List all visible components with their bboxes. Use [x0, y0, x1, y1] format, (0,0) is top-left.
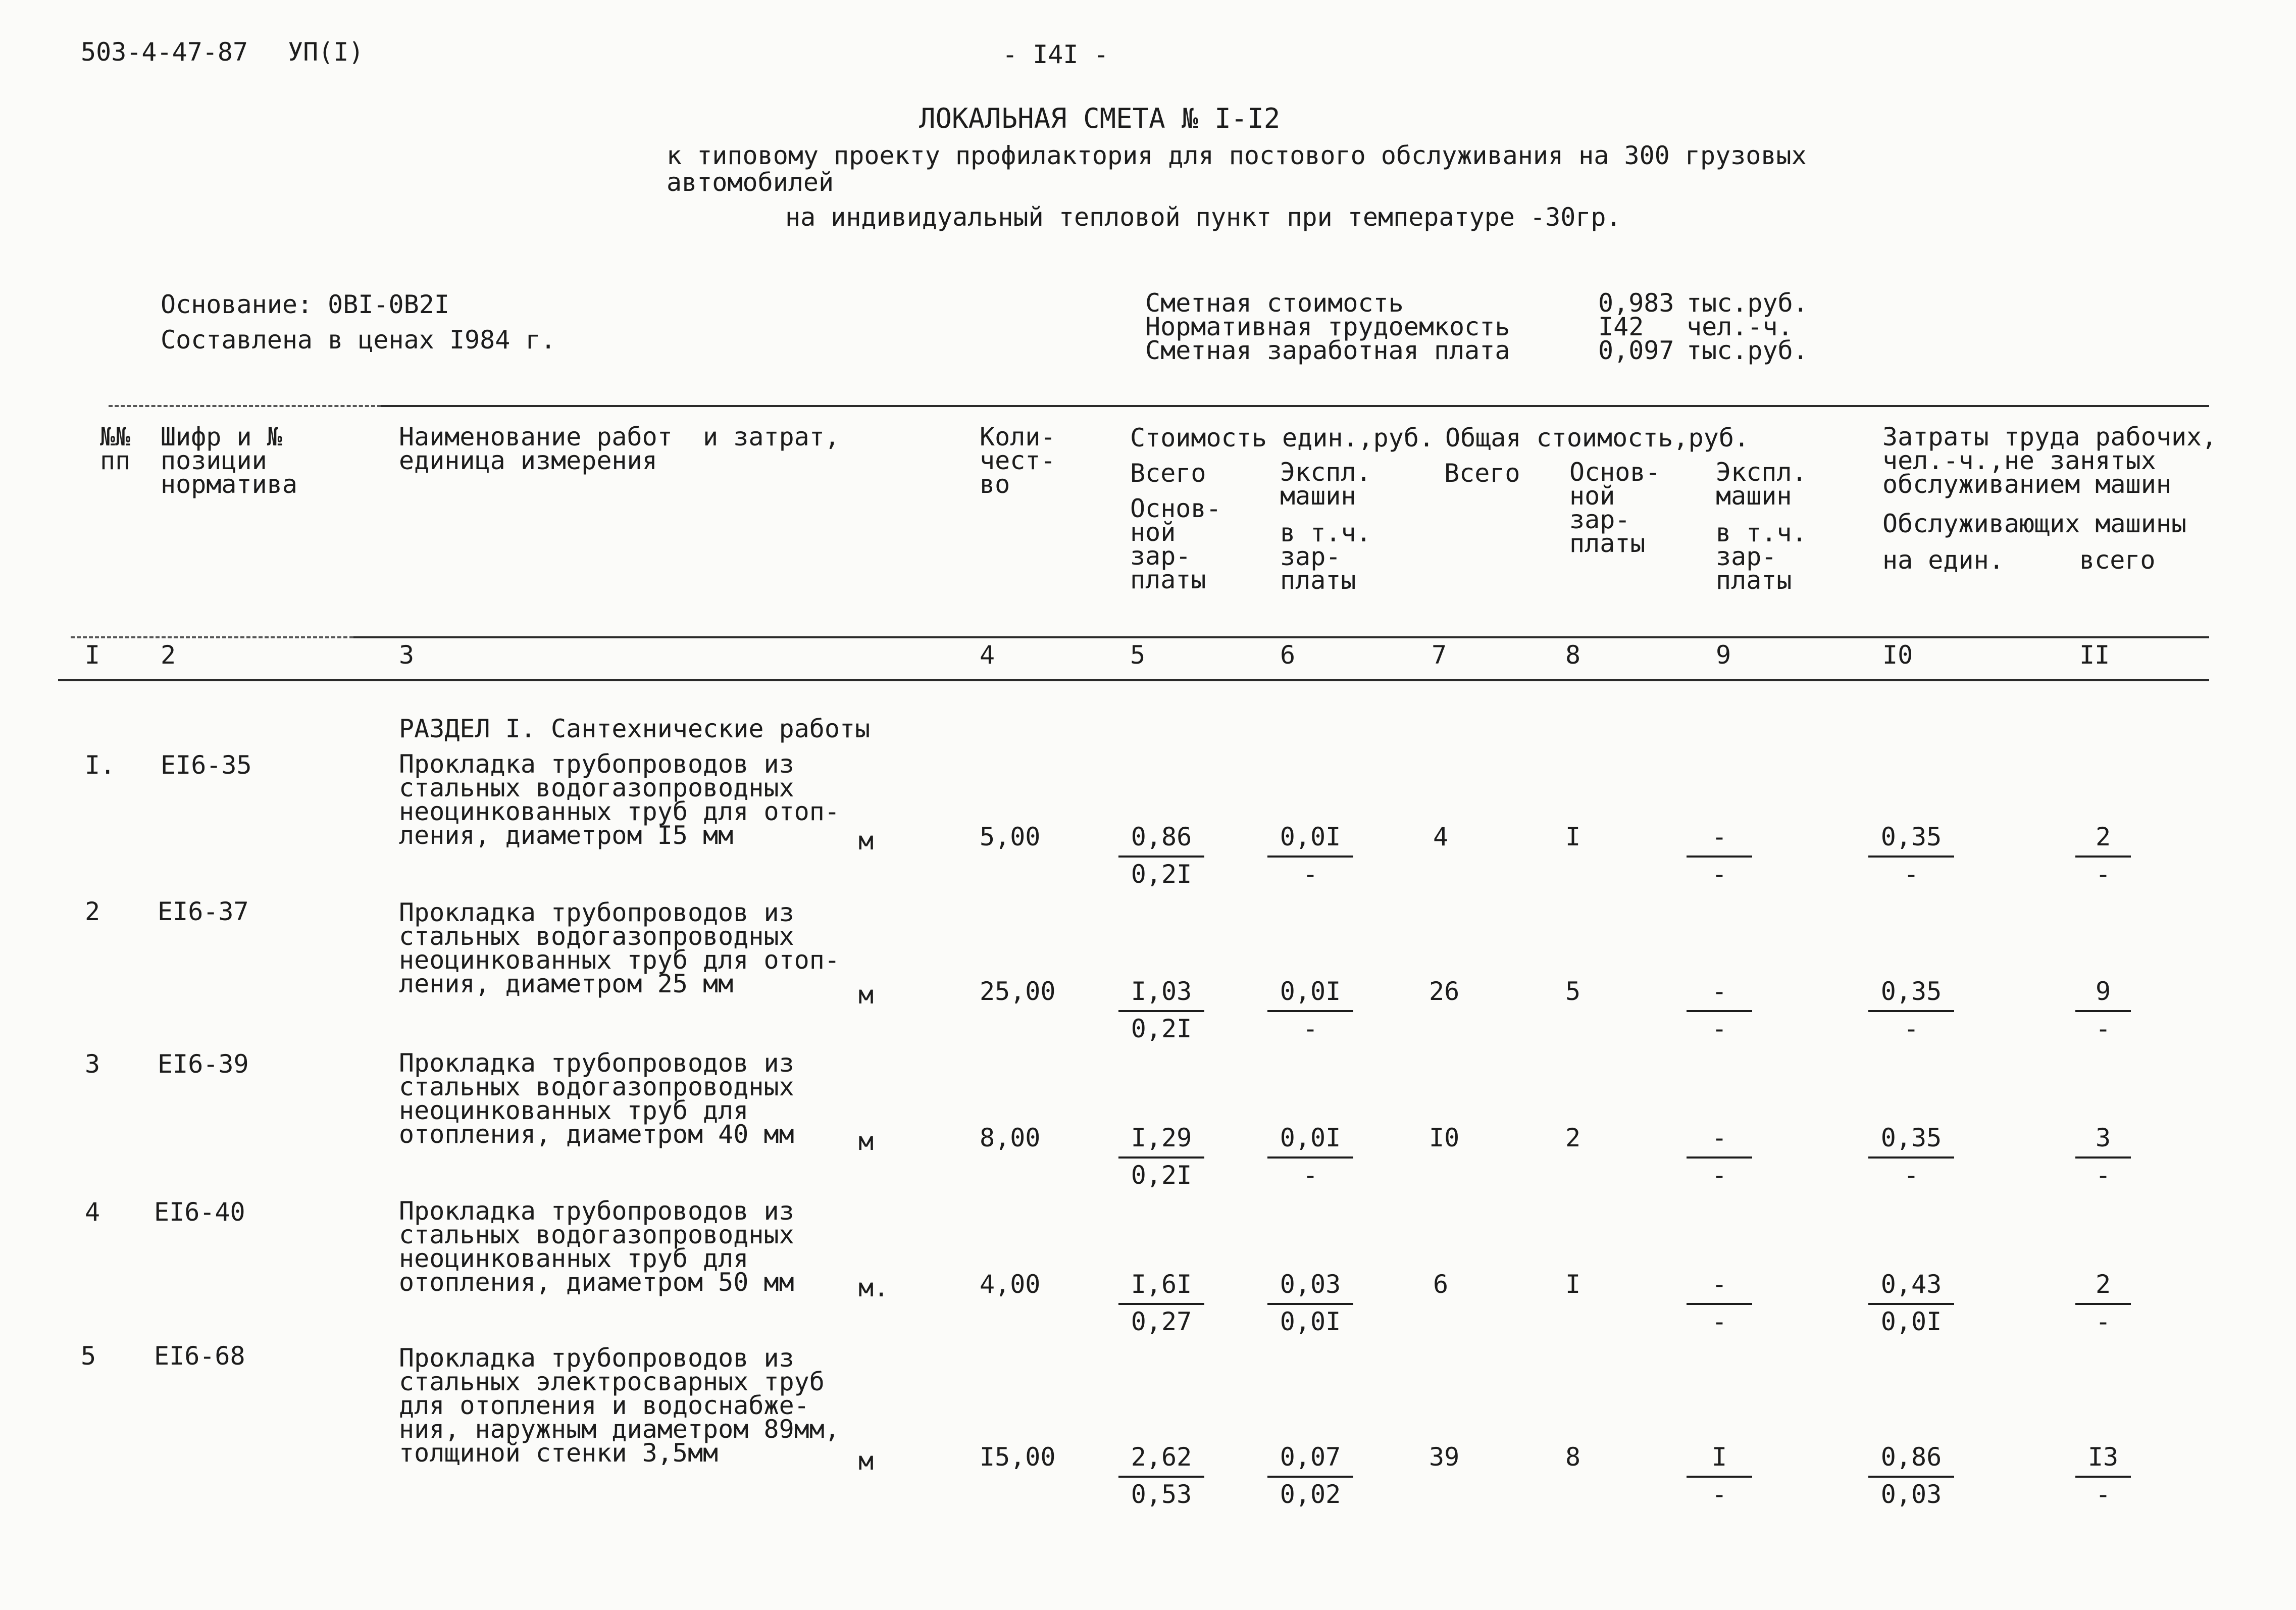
labor-per-unit-value: 0,35: [1868, 1125, 1954, 1159]
row-total-base-wage: 8: [1565, 1442, 1581, 1472]
row-work-name: Прокладка трубопроводов из стальных электросварных труб для отопления и водоснабже- ния, наружным диаметром 89мм, толщиной стенки 3,5мм: [399, 1343, 840, 1468]
column-number: 8: [1565, 640, 1581, 670]
labor-per-unit-value: 0,86: [1868, 1444, 1954, 1478]
header-unit-cost: Стоимость един.,руб.: [1130, 423, 1435, 452]
total-machine-wage-value: -: [1711, 1014, 1727, 1043]
header-work-name: Наименование работ и затрат, единица измерения: [399, 422, 840, 475]
labor-total-value: 9: [2075, 979, 2131, 1012]
document-code: 503-4-47-87: [81, 37, 248, 67]
column-number: 7: [1432, 640, 1447, 670]
total-machines-value: -: [1687, 1125, 1752, 1159]
header-total-cost: Общая стоимость,руб.: [1445, 423, 1750, 452]
header-labor: Затраты труда рабочих, чел.-ч.,не занятых обслуживанием машин: [1882, 422, 2217, 499]
row-quantity: 4,00: [980, 1270, 1041, 1299]
total-machine-wage-value: -: [1711, 860, 1727, 889]
row-total-cost: 26: [1429, 977, 1460, 1006]
cell-labor-total: [2075, 1125, 2131, 1191]
column-number: II: [2079, 640, 2110, 670]
labor-total-value: 2: [2075, 1272, 2131, 1305]
unit-machine-wage-value: -: [1302, 860, 1318, 889]
cell-unit-cost: [1118, 824, 1204, 890]
labor-total-machines-value: -: [2095, 1480, 2111, 1509]
cell-unit-cost: [1118, 1125, 1204, 1191]
column-number: 6: [1280, 640, 1296, 670]
row-unit: м: [858, 826, 874, 856]
header-total-machine-wage: в т.ч. зар- платы: [1716, 518, 1807, 595]
total-machines-value: -: [1687, 979, 1752, 1012]
cell-total-machines: [1687, 979, 1752, 1044]
summary-unit: чел.-ч.: [1687, 312, 1793, 341]
row-total-base-wage: 2: [1565, 1123, 1581, 1152]
column-number: I: [85, 640, 100, 670]
cell-labor-total: [2075, 1444, 2131, 1510]
column-number-bottom-rule: [58, 679, 2209, 681]
total-machine-wage-value: -: [1711, 1161, 1727, 1190]
cell-labor-total: [2075, 824, 2131, 890]
column-number: 5: [1130, 640, 1146, 670]
labor-per-unit-machines-value: 0,03: [1880, 1480, 1942, 1509]
summary-label: Сметная заработная плата: [1145, 336, 1510, 365]
document-part: УП(I): [288, 37, 364, 67]
column-number: 2: [161, 640, 176, 670]
unit-machines-value: 0,0I: [1267, 979, 1353, 1012]
unit-machines-value: 0,0I: [1267, 1125, 1353, 1159]
total-machines-value: -: [1687, 1272, 1752, 1305]
summary-label: Сметная стоимость: [1145, 288, 1404, 318]
total-machines-value: -: [1687, 824, 1752, 858]
column-number-top-rule: [353, 636, 2209, 638]
labor-total-machines-value: -: [2095, 1307, 2111, 1336]
cell-labor-per-unit: [1868, 979, 1954, 1044]
column-number: I0: [1882, 640, 1913, 670]
table-top-rule: [381, 405, 2209, 407]
unit-machine-wage-value: 0,02: [1280, 1480, 1341, 1509]
row-unit: м: [858, 980, 874, 1010]
unit-base-wage-value: 0,53: [1131, 1480, 1192, 1509]
column-number: 3: [399, 640, 415, 670]
row-total-cost: 6: [1433, 1270, 1449, 1299]
header-labor-per-unit: на един.: [1882, 545, 2004, 575]
header-unit-machine-wage: в т.ч. зар- платы: [1280, 518, 1371, 595]
header-row-number: №№ пп: [100, 422, 131, 475]
unit-base-wage-value: 0,2I: [1131, 1161, 1192, 1190]
unit-machines-value: 0,0I: [1267, 824, 1353, 858]
cell-total-machines: [1687, 1125, 1752, 1191]
row-total-cost: 39: [1429, 1442, 1460, 1472]
title-line-1: к типовому проекту профилактория для постового обслуживания на 300 грузовых: [667, 141, 1807, 170]
header-total-base-wage: Основ- ной зар- платы: [1569, 458, 1661, 558]
header-total-all: Всего: [1444, 459, 1520, 488]
cell-unit-cost: [1118, 1444, 1204, 1510]
labor-per-unit-machines-value: -: [1903, 860, 1919, 889]
cell-total-machines: [1687, 1444, 1752, 1510]
total-machine-wage-value: -: [1711, 1307, 1727, 1336]
row-unit: м: [858, 1446, 874, 1476]
header-quantity: Коли- чест- во: [980, 422, 1056, 499]
unit-total-value: I,29: [1118, 1125, 1204, 1159]
row-number: 3: [85, 1049, 100, 1079]
row-code: EI6-37: [158, 897, 249, 926]
row-code: EI6-35: [161, 750, 252, 780]
row-code: EI6-39: [158, 1049, 249, 1079]
summary-label: Нормативная трудоемкость: [1145, 312, 1510, 341]
row-quantity: 5,00: [980, 822, 1041, 851]
basis-osnovanie: Основание: 0BI-0B2I: [161, 290, 449, 319]
title-line-3: на индивидуальный тепловой пункт при температуре -30гр.: [785, 203, 1621, 232]
unit-base-wage-value: 0,27: [1131, 1307, 1192, 1336]
summary-unit: тыс.руб.: [1687, 288, 1808, 318]
row-work-name: Прокладка трубопроводов из стальных водогазопроводных неоцинкованных труб для отоп- ления, диаметром I5 мм: [399, 749, 840, 850]
basis-prices: Составлена в ценах I984 г.: [161, 325, 556, 355]
unit-total-value: I,03: [1118, 979, 1204, 1012]
row-total-cost: 4: [1433, 822, 1449, 851]
cell-total-machines: [1687, 1272, 1752, 1337]
page-number: - I4I -: [1002, 40, 1109, 69]
labor-total-value: 2: [2075, 824, 2131, 858]
row-quantity: 8,00: [980, 1123, 1041, 1152]
total-machines-value: I: [1687, 1444, 1752, 1478]
row-number: 5: [81, 1341, 96, 1371]
unit-machine-wage-value: -: [1302, 1161, 1318, 1190]
row-number: 4: [85, 1197, 100, 1227]
header-unit-base-wage: Основ- ной зар- платы: [1130, 494, 1221, 594]
cell-labor-per-unit: [1868, 824, 1954, 890]
row-total-base-wage: 5: [1565, 977, 1581, 1006]
cell-unit-cost: [1118, 979, 1204, 1044]
cell-unit-machines: [1267, 979, 1353, 1044]
labor-total-machines-value: -: [2095, 1161, 2111, 1190]
cell-labor-per-unit: [1868, 1444, 1954, 1510]
labor-per-unit-machines-value: 0,0I: [1880, 1307, 1942, 1336]
column-number: 4: [980, 640, 995, 670]
labor-per-unit-value: 0,35: [1868, 824, 1954, 858]
unit-total-value: 0,86: [1118, 824, 1204, 858]
unit-total-value: I,6I: [1118, 1272, 1204, 1305]
column-number-rule-dashed: [71, 636, 353, 638]
row-code: EI6-40: [154, 1197, 245, 1227]
row-code: EI6-68: [154, 1341, 245, 1371]
header-total-machines: Экспл. машин: [1716, 458, 1807, 511]
unit-machines-value: 0,03: [1267, 1272, 1353, 1305]
cell-unit-cost: [1118, 1272, 1204, 1337]
labor-total-value: I3: [2075, 1444, 2131, 1478]
cell-labor-per-unit: [1868, 1125, 1954, 1191]
header-labor-machines: Обслуживающих машины: [1882, 509, 2187, 538]
cell-labor-total: [2075, 979, 2131, 1044]
header-labor-total: всего: [2079, 545, 2156, 575]
summary-unit: тыс.руб.: [1687, 336, 1808, 365]
labor-per-unit-machines-value: -: [1903, 1161, 1919, 1190]
unit-base-wage-value: 0,2I: [1131, 860, 1192, 889]
unit-machine-wage-value: 0,0I: [1280, 1307, 1341, 1336]
cell-labor-per-unit: [1868, 1272, 1954, 1337]
row-number: 2: [85, 897, 100, 926]
row-unit: м: [858, 1127, 874, 1156]
cell-unit-machines: [1267, 1444, 1353, 1510]
summary-value: 0,983: [1598, 288, 1674, 318]
labor-per-unit-value: 0,43: [1868, 1272, 1954, 1305]
labor-per-unit-value: 0,35: [1868, 979, 1954, 1012]
unit-total-value: 2,62: [1118, 1444, 1204, 1478]
labor-total-value: 3: [2075, 1125, 2131, 1159]
row-total-base-wage: I: [1565, 822, 1581, 851]
cell-total-machines: [1687, 824, 1752, 890]
cell-unit-machines: [1267, 1272, 1353, 1337]
row-quantity: I5,00: [980, 1442, 1056, 1472]
header-unit-machines: Экспл. машин: [1280, 458, 1371, 511]
column-number: 9: [1716, 640, 1731, 670]
unit-machines-value: 0,07: [1267, 1444, 1353, 1478]
row-total-base-wage: I: [1565, 1270, 1581, 1299]
row-quantity: 25,00: [980, 977, 1056, 1006]
unit-machine-wage-value: -: [1302, 1014, 1318, 1043]
total-machine-wage-value: -: [1711, 1480, 1727, 1509]
summary-value: 0,097: [1598, 336, 1674, 365]
labor-total-machines-value: -: [2095, 1014, 2111, 1043]
labor-total-machines-value: -: [2095, 860, 2111, 889]
header-code: Шифр и № позиции норматива: [161, 422, 297, 499]
title-line-2: автомобилей: [667, 168, 834, 197]
section-title: РАЗДЕЛ I. Сантехнические работы: [399, 714, 871, 743]
row-work-name: Прокладка трубопроводов из стальных водогазопроводных неоцинкованных труб для отопления, диаметром 50 мм: [399, 1196, 794, 1297]
labor-per-unit-machines-value: -: [1903, 1014, 1919, 1043]
header-unit-total: Всего: [1130, 459, 1206, 488]
row-unit: м.: [858, 1273, 889, 1302]
table-top-rule-dashed: [109, 405, 381, 407]
row-work-name: Прокладка трубопроводов из стальных водогазопроводных неоцинкованных труб для отоп- ления, диаметром 25 мм: [399, 898, 840, 998]
row-number: I.: [85, 750, 116, 780]
cell-unit-machines: [1267, 824, 1353, 890]
cell-unit-machines: [1267, 1125, 1353, 1191]
summary-value: I42: [1598, 312, 1644, 341]
cell-labor-total: [2075, 1272, 2131, 1337]
row-total-cost: I0: [1429, 1123, 1460, 1152]
row-work-name: Прокладка трубопроводов из стальных водогазопроводных неоцинкованных труб для отопления, диаметром 40 мм: [399, 1048, 794, 1149]
unit-base-wage-value: 0,2I: [1131, 1014, 1192, 1043]
estimate-title: ЛОКАЛЬНАЯ СМЕТА № I-I2: [919, 103, 1281, 134]
